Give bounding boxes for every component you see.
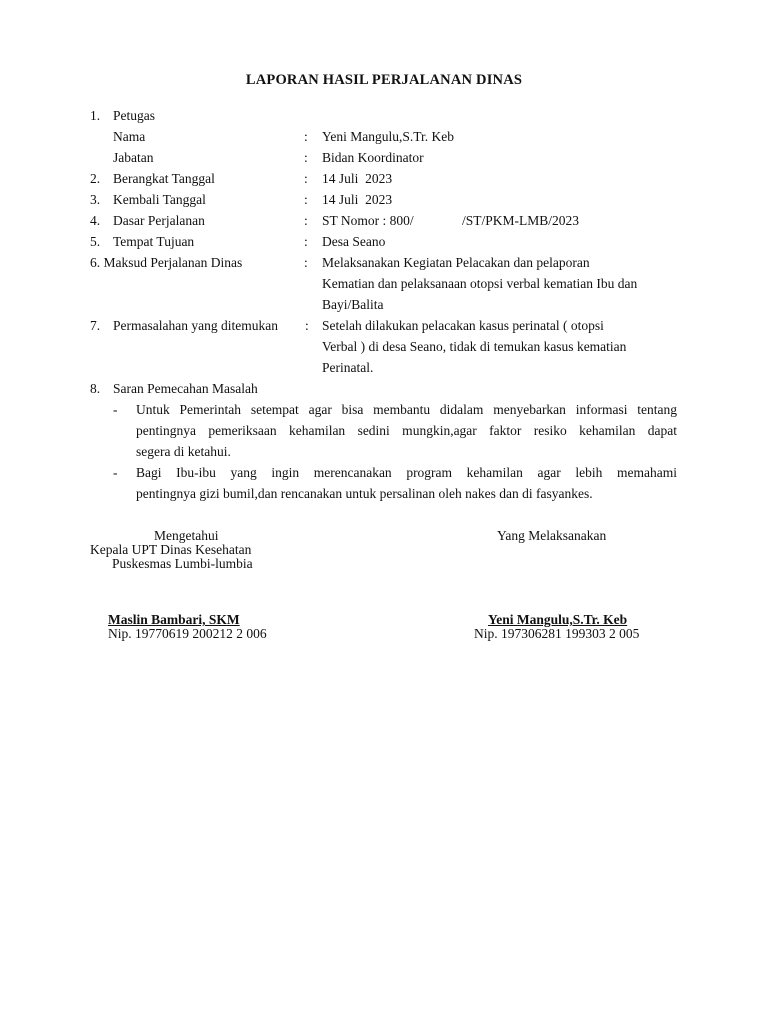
sig-left-nip: Nip. 19770619 200212 2 006 xyxy=(108,626,267,641)
item-number: 5. xyxy=(90,234,101,249)
item-saran xyxy=(0,378,768,399)
item-value-line: Perinatal. xyxy=(322,360,374,375)
item-label: Saran Pemecahan Masalah xyxy=(113,381,258,396)
item-maksud xyxy=(0,252,768,273)
saran-point-1-cont xyxy=(0,420,768,441)
item-colon: : xyxy=(304,255,308,270)
item-number: 7. xyxy=(90,318,101,333)
saran-point-1 xyxy=(0,399,768,420)
item-nama xyxy=(0,126,768,147)
item-value: 14 Juli 2023 xyxy=(322,171,393,186)
bullet-dash: - xyxy=(113,465,118,480)
item-label: 6. Maksud Perjalanan Dinas xyxy=(90,255,243,270)
item-number: 8. xyxy=(90,381,101,396)
saran-line: segera di ketahui. xyxy=(136,444,231,459)
item-label: Petugas xyxy=(113,108,155,123)
saran-point-2-cont xyxy=(0,483,768,504)
saran-line: Untuk Pemerintah setempat agar bisa membantu didalam menyebarkan informasi tentang xyxy=(136,402,677,417)
item-colon: : xyxy=(304,234,308,249)
item-value-suffix: /ST/PKM-LMB/2023 xyxy=(462,213,580,228)
item-value-line: Melaksanakan Kegiatan Pelacakan dan pelaporan xyxy=(322,255,590,270)
item-petugas xyxy=(0,105,768,126)
sig-left-office: Puskesmas Lumbi-lumbia xyxy=(112,556,253,571)
document-title: LAPORAN HASIL PERJALANAN DINAS xyxy=(245,72,523,88)
saran-line: Bagi Ibu-ibu yang ingin merencanakan program kehamilan agar lebih memahami xyxy=(136,465,677,480)
item-maksud-cont xyxy=(0,294,768,315)
item-colon: : xyxy=(304,192,308,207)
item-permasalahan xyxy=(0,315,768,336)
item-maksud-cont xyxy=(0,273,768,294)
sig-left-mengetahui: Mengetahui xyxy=(154,528,219,543)
item-berangkat xyxy=(0,168,768,189)
item-label: Nama xyxy=(113,129,146,144)
item-label: Dasar Perjalanan xyxy=(113,213,205,228)
item-value-line: Kematian dan pelaksanaan otopsi verbal kematian Ibu dan xyxy=(322,276,638,291)
item-value: Yeni Mangulu,S.Tr. Keb xyxy=(322,129,455,144)
item-value-line: Bayi/Balita xyxy=(322,297,384,312)
item-colon: : xyxy=(304,213,308,228)
sig-right-role: Yang Melaksanakan xyxy=(497,528,607,543)
sig-left-name: Maslin Bambari, SKM xyxy=(108,612,240,627)
item-tujuan xyxy=(0,231,768,252)
saran-point-1-cont xyxy=(0,441,768,462)
item-colon: : xyxy=(304,129,308,144)
item-number: 3. xyxy=(90,192,101,207)
bullet-dash: - xyxy=(113,402,118,417)
item-colon: : xyxy=(304,150,308,165)
sig-left-position: Kepala UPT Dinas Kesehatan xyxy=(90,542,252,557)
item-number: 4. xyxy=(90,213,101,228)
item-dasar xyxy=(0,210,768,231)
item-value-line: Verbal ) di desa Seano, tidak di temukan kasus kematian xyxy=(322,339,627,354)
saran-line: pentingnya gizi bumil,dan rencanakan untuk persalinan oleh nakes dan di fasyankes. xyxy=(136,486,593,501)
saran-point-2 xyxy=(0,462,768,483)
item-number: 2. xyxy=(90,171,101,186)
item-label: Permasalahan yang ditemukan xyxy=(113,318,278,333)
item-value: ST Nomor : 800/ xyxy=(322,213,414,228)
item-label: Jabatan xyxy=(113,150,154,165)
item-jabatan xyxy=(0,147,768,168)
item-colon: : xyxy=(305,318,309,333)
sig-right-name: Yeni Mangulu,S.Tr. Keb xyxy=(488,612,628,627)
item-permasalahan-cont xyxy=(0,336,768,357)
item-permasalahan-cont xyxy=(0,357,768,378)
item-colon: : xyxy=(304,171,308,186)
sig-right-nip: Nip. 197306281 199303 2 005 xyxy=(474,626,640,641)
item-value: Desa Seano xyxy=(322,234,386,249)
saran-line: pentingnya pemeriksaan kehamilan sedini mungkin,agar faktor resiko kehamilan dapat xyxy=(136,423,677,438)
item-value: 14 Juli 2023 xyxy=(322,192,393,207)
item-number: 1. xyxy=(90,108,101,123)
item-label: Tempat Tujuan xyxy=(113,234,195,249)
item-kembali xyxy=(0,189,768,210)
item-label: Kembali Tanggal xyxy=(113,192,206,207)
item-label: Berangkat Tanggal xyxy=(113,171,215,186)
item-value-line: Setelah dilakukan pelacakan kasus perinatal ( otopsi xyxy=(322,318,604,333)
item-value: Bidan Koordinator xyxy=(322,150,424,165)
